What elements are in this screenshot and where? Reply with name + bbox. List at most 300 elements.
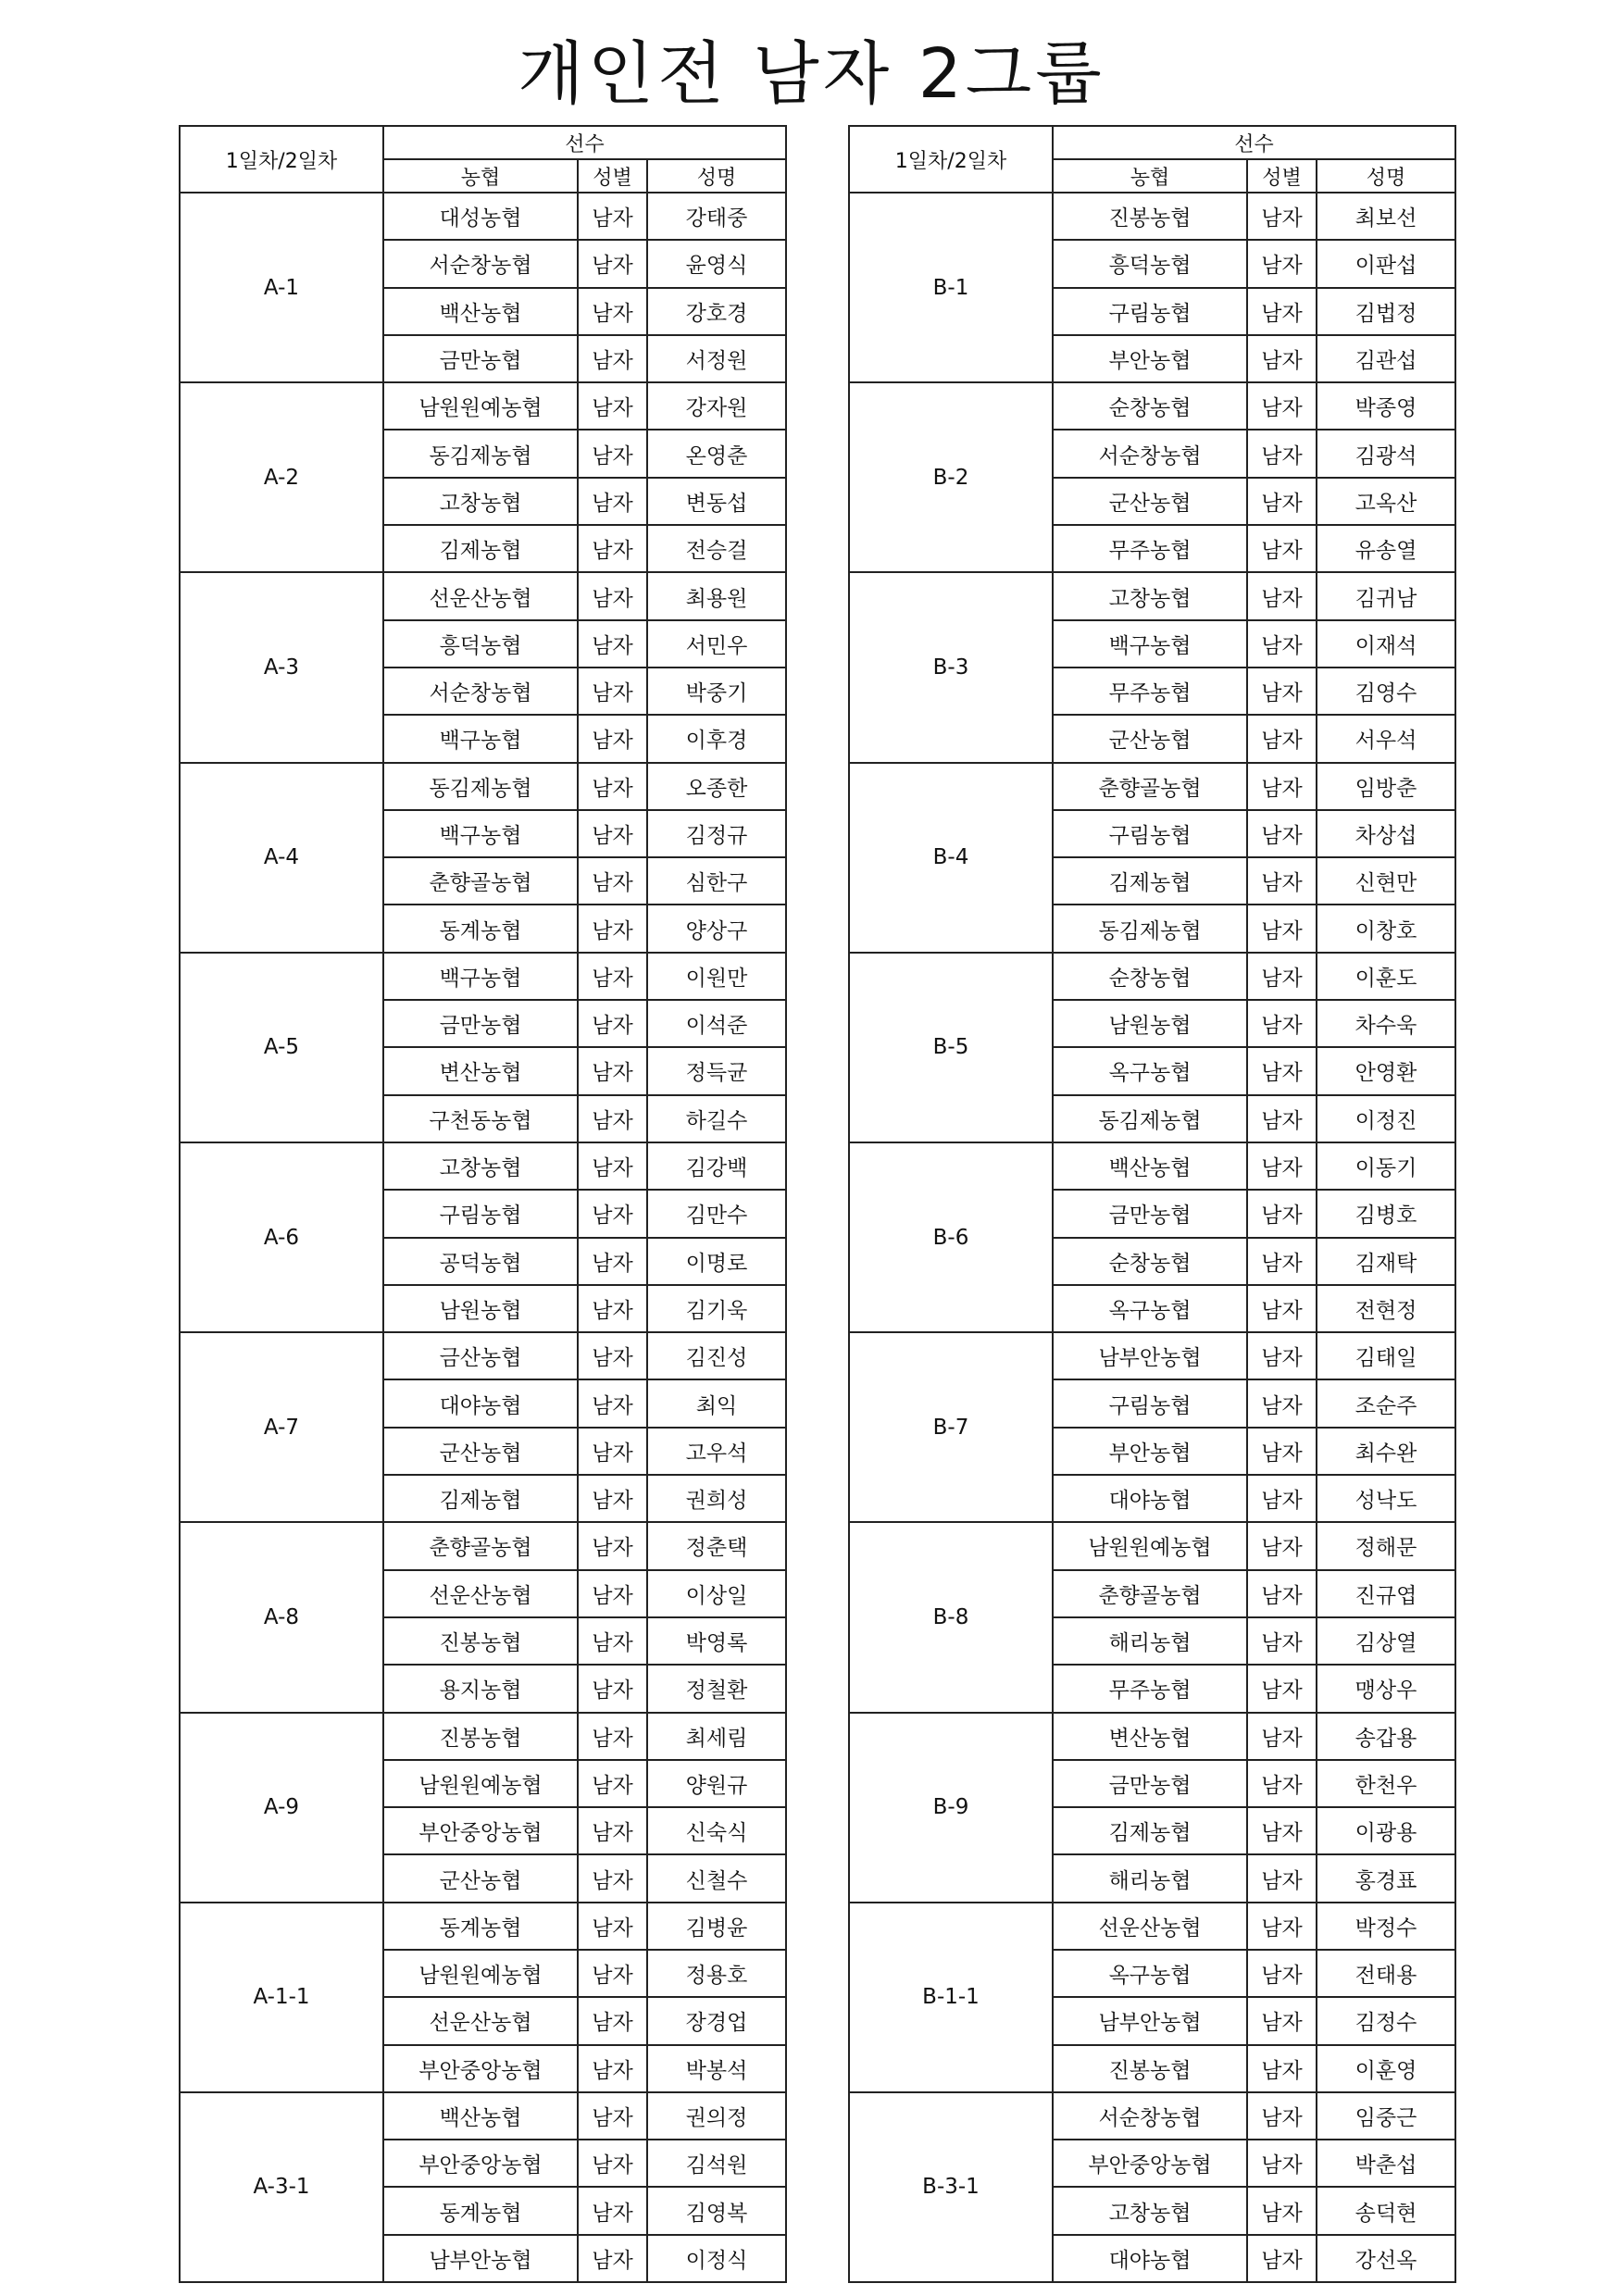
sex-cell: 남자 (1247, 1570, 1317, 1617)
name-cell: 한천우 (1317, 1760, 1455, 1807)
header-day: 1일차/2일차 (849, 126, 1053, 193)
name-cell: 김상열 (1317, 1617, 1455, 1665)
sex-cell: 남자 (1247, 953, 1317, 1000)
header-sex: 성별 (578, 159, 647, 193)
group-label: A-7 (180, 1332, 383, 1522)
sex-cell: 남자 (578, 1570, 647, 1617)
header-org: 농협 (383, 159, 578, 193)
group-label: B-1-1 (849, 1903, 1053, 2092)
org-cell: 김제농협 (1053, 857, 1247, 905)
sex-cell: 남자 (578, 478, 647, 525)
name-cell: 강태중 (647, 193, 786, 240)
org-cell: 남부안농협 (1053, 1332, 1247, 1379)
org-cell: 순창농협 (1053, 953, 1247, 1000)
org-cell: 백산농협 (383, 288, 578, 335)
name-cell: 신철수 (647, 1854, 786, 1902)
org-cell: 남부안농협 (1053, 1997, 1247, 2044)
sex-cell: 남자 (578, 1854, 647, 1902)
org-cell: 서순창농협 (383, 240, 578, 287)
sex-cell: 남자 (578, 1428, 647, 1475)
org-cell: 금만농협 (383, 335, 578, 382)
org-cell: 동계농협 (383, 2187, 578, 2234)
org-cell: 동김제농협 (1053, 1095, 1247, 1142)
name-cell: 박춘섭 (1317, 2140, 1455, 2187)
sex-cell: 남자 (1247, 1522, 1317, 1569)
name-cell: 김기욱 (647, 1285, 786, 1332)
header-player: 선수 (1053, 126, 1455, 159)
name-cell: 임중근 (1317, 2092, 1455, 2140)
name-cell: 이동기 (1317, 1142, 1455, 1190)
sex-cell: 남자 (578, 2092, 647, 2140)
org-cell: 김제농협 (383, 525, 578, 572)
org-cell: 고창농협 (383, 478, 578, 525)
table-row (849, 953, 1455, 1000)
sex-cell: 남자 (578, 857, 647, 905)
group-table-right (848, 125, 1456, 2283)
name-cell: 온영춘 (647, 430, 786, 477)
name-cell: 김만수 (647, 1190, 786, 1237)
name-cell: 박정수 (1317, 1903, 1455, 1950)
group-label: A-9 (180, 1713, 383, 1903)
sex-cell: 남자 (578, 1903, 647, 1950)
sex-cell: 남자 (1247, 1903, 1317, 1950)
org-cell: 고창농협 (1053, 572, 1247, 619)
sex-cell: 남자 (1247, 1000, 1317, 1047)
org-cell: 금만농협 (1053, 1190, 1247, 1237)
group-label: A-1 (180, 193, 383, 382)
table-row (180, 2092, 786, 2140)
name-cell: 최수완 (1317, 1428, 1455, 1475)
sex-cell: 남자 (578, 715, 647, 762)
header-name: 성명 (1317, 159, 1455, 193)
group-label: B-6 (849, 1142, 1053, 1332)
name-cell: 이훈도 (1317, 953, 1455, 1000)
name-cell: 차상섭 (1317, 810, 1455, 857)
group-table-left (179, 125, 787, 2283)
name-cell: 고옥산 (1317, 478, 1455, 525)
name-cell: 김영복 (647, 2187, 786, 2234)
name-cell: 서민우 (647, 620, 786, 668)
name-cell: 최용원 (647, 572, 786, 619)
table-row (849, 1332, 1455, 1379)
sex-cell: 남자 (1247, 2140, 1317, 2187)
org-cell: 해리농협 (1053, 1617, 1247, 1665)
org-cell: 대성농협 (383, 193, 578, 240)
table-row (849, 572, 1455, 619)
sex-cell: 남자 (578, 288, 647, 335)
group-label: A-6 (180, 1142, 383, 1332)
table-row (180, 193, 786, 240)
sex-cell: 남자 (578, 763, 647, 810)
name-cell: 권의정 (647, 2092, 786, 2140)
org-cell: 서순창농협 (1053, 2092, 1247, 2140)
org-cell: 변산농협 (1053, 1713, 1247, 1760)
sex-cell: 남자 (578, 1665, 647, 1712)
sex-cell: 남자 (1247, 1475, 1317, 1522)
sex-cell: 남자 (578, 1379, 647, 1427)
name-cell: 성낙도 (1317, 1475, 1455, 1522)
name-cell: 최보선 (1317, 193, 1455, 240)
name-cell: 김영수 (1317, 668, 1455, 715)
org-cell: 고창농협 (1053, 2187, 1247, 2234)
name-cell: 이광용 (1317, 1807, 1455, 1854)
org-cell: 남원원예농협 (383, 1760, 578, 1807)
name-cell: 정득균 (647, 1047, 786, 1094)
sex-cell: 남자 (578, 525, 647, 572)
org-cell: 무주농협 (1053, 1665, 1247, 1712)
org-cell: 순창농협 (1053, 1238, 1247, 1285)
org-cell: 남원원예농협 (1053, 1522, 1247, 1569)
org-cell: 고창농협 (383, 1142, 578, 1190)
org-cell: 김제농협 (383, 1475, 578, 1522)
org-cell: 선운산농협 (383, 572, 578, 619)
table-row (180, 572, 786, 619)
org-cell: 용지농협 (383, 1665, 578, 1712)
sex-cell: 남자 (1247, 1428, 1317, 1475)
table-row (180, 382, 786, 430)
org-cell: 구림농협 (1053, 810, 1247, 857)
group-label: A-3-1 (180, 2092, 383, 2282)
org-cell: 남부안농협 (383, 2235, 578, 2282)
name-cell: 고우석 (647, 1428, 786, 1475)
org-cell: 대야농협 (1053, 1475, 1247, 1522)
name-cell: 김귀남 (1317, 572, 1455, 619)
org-cell: 서순창농협 (383, 668, 578, 715)
name-cell: 진규엽 (1317, 1570, 1455, 1617)
sex-cell: 남자 (578, 1142, 647, 1190)
org-cell: 남원농협 (1053, 1000, 1247, 1047)
name-cell: 김태일 (1317, 1332, 1455, 1379)
org-cell: 군산농협 (383, 1854, 578, 1902)
sex-cell: 남자 (1247, 1332, 1317, 1379)
table-body (849, 193, 1455, 2282)
org-cell: 춘향골농협 (1053, 1570, 1247, 1617)
sex-cell: 남자 (1247, 2187, 1317, 2234)
name-cell: 양상구 (647, 905, 786, 952)
sex-cell: 남자 (578, 953, 647, 1000)
sex-cell: 남자 (1247, 905, 1317, 952)
org-cell: 진봉농협 (1053, 193, 1247, 240)
sex-cell: 남자 (578, 240, 647, 287)
name-cell: 양원규 (647, 1760, 786, 1807)
group-label: B-2 (849, 382, 1053, 572)
org-cell: 옥구농협 (1053, 1047, 1247, 1094)
org-cell: 부안농협 (1053, 335, 1247, 382)
sex-cell: 남자 (578, 2140, 647, 2187)
name-cell: 김법정 (1317, 288, 1455, 335)
org-cell: 부안중앙농협 (1053, 2140, 1247, 2187)
sex-cell: 남자 (578, 1997, 647, 2044)
sex-cell: 남자 (578, 382, 647, 430)
table-row (180, 1903, 786, 1950)
header-name: 성명 (647, 159, 786, 193)
org-cell: 순창농협 (1053, 382, 1247, 430)
org-cell: 해리농협 (1053, 1854, 1247, 1902)
org-cell: 동계농협 (383, 1903, 578, 1950)
org-cell: 진봉농협 (383, 1713, 578, 1760)
name-cell: 이후경 (647, 715, 786, 762)
org-cell: 춘향골농협 (383, 1522, 578, 1569)
org-cell: 무주농협 (1053, 525, 1247, 572)
header-player: 선수 (383, 126, 786, 159)
org-cell: 백산농협 (1053, 1142, 1247, 1190)
name-cell: 이정진 (1317, 1095, 1455, 1142)
sex-cell: 남자 (578, 620, 647, 668)
org-cell: 대야농협 (1053, 2235, 1247, 2282)
name-cell: 윤영식 (647, 240, 786, 287)
sex-cell: 남자 (578, 1617, 647, 1665)
sex-cell: 남자 (578, 1047, 647, 1094)
sex-cell: 남자 (1247, 240, 1317, 287)
sex-cell: 남자 (578, 1475, 647, 1522)
org-cell: 동계농협 (383, 905, 578, 952)
sex-cell: 남자 (1247, 193, 1317, 240)
name-cell: 김재탁 (1317, 1238, 1455, 1285)
org-cell: 대야농협 (383, 1379, 578, 1427)
org-cell: 선운산농협 (383, 1570, 578, 1617)
header-org: 농협 (1053, 159, 1247, 193)
name-cell: 강호경 (647, 288, 786, 335)
name-cell: 송갑용 (1317, 1713, 1455, 1760)
group-label: B-9 (849, 1713, 1053, 1903)
org-cell: 선운산농협 (1053, 1903, 1247, 1950)
sex-cell: 남자 (1247, 1285, 1317, 1332)
sex-cell: 남자 (578, 905, 647, 952)
org-cell: 동김제농협 (383, 763, 578, 810)
sex-cell: 남자 (1247, 1379, 1317, 1427)
name-cell: 차수욱 (1317, 1000, 1455, 1047)
org-cell: 백산농협 (383, 2092, 578, 2140)
org-cell: 춘향골농협 (383, 857, 578, 905)
name-cell: 서정원 (647, 335, 786, 382)
org-cell: 흥덕농협 (383, 620, 578, 668)
org-cell: 남원원예농협 (383, 1950, 578, 1997)
table-row (180, 1142, 786, 1190)
table-row (849, 1903, 1455, 1950)
sex-cell: 남자 (1247, 857, 1317, 905)
sex-cell: 남자 (578, 1238, 647, 1285)
sex-cell: 남자 (1247, 1854, 1317, 1902)
name-cell: 박중기 (647, 668, 786, 715)
name-cell: 이상일 (647, 1570, 786, 1617)
name-cell: 박영록 (647, 1617, 786, 1665)
sex-cell: 남자 (578, 2045, 647, 2092)
sex-cell: 남자 (578, 2235, 647, 2282)
sex-cell: 남자 (1247, 2092, 1317, 2140)
group-label: A-5 (180, 953, 383, 1142)
org-cell: 옥구농협 (1053, 1950, 1247, 1997)
sex-cell: 남자 (578, 1950, 647, 1997)
name-cell: 정춘택 (647, 1522, 786, 1569)
table-row (180, 1522, 786, 1569)
name-cell: 하길수 (647, 1095, 786, 1142)
sex-cell: 남자 (1247, 1713, 1317, 1760)
sex-cell: 남자 (1247, 1047, 1317, 1094)
org-cell: 동김제농협 (383, 430, 578, 477)
sex-cell: 남자 (1247, 763, 1317, 810)
name-cell: 이정식 (647, 2235, 786, 2282)
table-row (849, 382, 1455, 430)
name-cell: 김진성 (647, 1332, 786, 1379)
name-cell: 홍경표 (1317, 1854, 1455, 1902)
sex-cell: 남자 (578, 1713, 647, 1760)
org-cell: 부안중앙농협 (383, 2140, 578, 2187)
sex-cell: 남자 (1247, 1950, 1317, 1997)
name-cell: 김광석 (1317, 430, 1455, 477)
sex-cell: 남자 (578, 810, 647, 857)
name-cell: 이원만 (647, 953, 786, 1000)
sex-cell: 남자 (1247, 1190, 1317, 1237)
group-label: A-4 (180, 763, 383, 953)
sex-cell: 남자 (1247, 335, 1317, 382)
org-cell: 진봉농협 (1053, 2045, 1247, 2092)
org-cell: 공덕농협 (383, 1238, 578, 1285)
sex-cell: 남자 (1247, 1665, 1317, 1712)
sex-cell: 남자 (578, 668, 647, 715)
table-row (849, 1142, 1455, 1190)
org-cell: 김제농협 (1053, 1807, 1247, 1854)
name-cell: 전태용 (1317, 1950, 1455, 1997)
org-cell: 부안중앙농협 (383, 1807, 578, 1854)
sex-cell: 남자 (1247, 620, 1317, 668)
sex-cell: 남자 (1247, 2235, 1317, 2282)
sex-cell: 남자 (578, 2187, 647, 2234)
group-label: B-3 (849, 572, 1053, 762)
org-cell: 금산농협 (383, 1332, 578, 1379)
name-cell: 서우석 (1317, 715, 1455, 762)
name-cell: 조순주 (1317, 1379, 1455, 1427)
org-cell: 백구농협 (383, 953, 578, 1000)
sex-cell: 남자 (578, 1190, 647, 1237)
name-cell: 김정수 (1317, 1997, 1455, 2044)
org-cell: 진봉농협 (383, 1617, 578, 1665)
group-label: B-3-1 (849, 2092, 1053, 2282)
name-cell: 변동섭 (647, 478, 786, 525)
table-row (180, 1332, 786, 1379)
org-cell: 구천동농협 (383, 1095, 578, 1142)
org-cell: 서순창농협 (1053, 430, 1247, 477)
name-cell: 이훈영 (1317, 2045, 1455, 2092)
org-cell: 남원원예농협 (383, 382, 578, 430)
group-label: B-1 (849, 193, 1053, 382)
name-cell: 이명로 (647, 1238, 786, 1285)
name-cell: 송덕현 (1317, 2187, 1455, 2234)
org-cell: 남원농협 (383, 1285, 578, 1332)
sex-cell: 남자 (578, 1285, 647, 1332)
name-cell: 전현정 (1317, 1285, 1455, 1332)
name-cell: 강선옥 (1317, 2235, 1455, 2282)
table-body (180, 193, 786, 2282)
org-cell: 선운산농협 (383, 1997, 578, 2044)
group-label: A-3 (180, 572, 383, 762)
name-cell: 심한구 (647, 857, 786, 905)
org-cell: 부안중앙농협 (383, 2045, 578, 2092)
sex-cell: 남자 (1247, 2045, 1317, 2092)
sex-cell: 남자 (578, 572, 647, 619)
org-cell: 군산농협 (1053, 478, 1247, 525)
group-label: B-8 (849, 1522, 1053, 1712)
name-cell: 이재석 (1317, 620, 1455, 668)
org-cell: 흥덕농협 (1053, 240, 1247, 287)
name-cell: 장경업 (647, 1997, 786, 2044)
name-cell: 신현만 (1317, 857, 1455, 905)
sex-cell: 남자 (1247, 810, 1317, 857)
org-cell: 금만농협 (383, 1000, 578, 1047)
name-cell: 이석준 (647, 1000, 786, 1047)
name-cell: 안영환 (1317, 1047, 1455, 1094)
org-cell: 부안농협 (1053, 1428, 1247, 1475)
name-cell: 정용호 (647, 1950, 786, 1997)
sex-cell: 남자 (1247, 1617, 1317, 1665)
sex-cell: 남자 (578, 1332, 647, 1379)
name-cell: 최익 (647, 1379, 786, 1427)
name-cell: 맹상우 (1317, 1665, 1455, 1712)
table-row (180, 953, 786, 1000)
sex-cell: 남자 (1247, 668, 1317, 715)
sex-cell: 남자 (578, 430, 647, 477)
group-label: B-5 (849, 953, 1053, 1142)
org-cell: 무주농협 (1053, 668, 1247, 715)
sex-cell: 남자 (1247, 525, 1317, 572)
sex-cell: 남자 (1247, 715, 1317, 762)
name-cell: 김관섭 (1317, 335, 1455, 382)
group-label: B-4 (849, 763, 1053, 953)
org-cell: 변산농협 (383, 1047, 578, 1094)
name-cell: 전승걸 (647, 525, 786, 572)
org-cell: 백구농협 (383, 715, 578, 762)
name-cell: 최세림 (647, 1713, 786, 1760)
table-row (849, 2092, 1455, 2140)
group-label: A-2 (180, 382, 383, 572)
table-row (849, 763, 1455, 810)
name-cell: 임방춘 (1317, 763, 1455, 810)
sex-cell: 남자 (1247, 1997, 1317, 2044)
sex-cell: 남자 (1247, 1238, 1317, 1285)
name-cell: 권희성 (647, 1475, 786, 1522)
name-cell: 김정규 (647, 810, 786, 857)
name-cell: 오종한 (647, 763, 786, 810)
name-cell: 이판섭 (1317, 240, 1455, 287)
name-cell: 박봉석 (647, 2045, 786, 2092)
org-cell: 백구농협 (1053, 620, 1247, 668)
sex-cell: 남자 (1247, 430, 1317, 477)
sex-cell: 남자 (1247, 478, 1317, 525)
group-label: B-7 (849, 1332, 1053, 1522)
table-row (849, 1713, 1455, 1760)
name-cell: 김석원 (647, 2140, 786, 2187)
table-row (180, 1713, 786, 1760)
sex-cell: 남자 (1247, 1142, 1317, 1190)
org-cell: 군산농협 (383, 1428, 578, 1475)
sex-cell: 남자 (578, 1000, 647, 1047)
sex-cell: 남자 (578, 193, 647, 240)
name-cell: 정철환 (647, 1665, 786, 1712)
table-row (180, 763, 786, 810)
org-cell: 금만농협 (1053, 1760, 1247, 1807)
org-cell: 구림농협 (1053, 1379, 1247, 1427)
sex-cell: 남자 (1247, 382, 1317, 430)
sex-cell: 남자 (578, 335, 647, 382)
name-cell: 유송열 (1317, 525, 1455, 572)
name-cell: 김병윤 (647, 1903, 786, 1950)
sex-cell: 남자 (578, 1760, 647, 1807)
group-label: A-1-1 (180, 1903, 383, 2092)
name-cell: 김병호 (1317, 1190, 1455, 1237)
header-sex: 성별 (1247, 159, 1317, 193)
sex-cell: 남자 (1247, 288, 1317, 335)
org-cell: 동김제농협 (1053, 905, 1247, 952)
table-row (849, 1522, 1455, 1569)
